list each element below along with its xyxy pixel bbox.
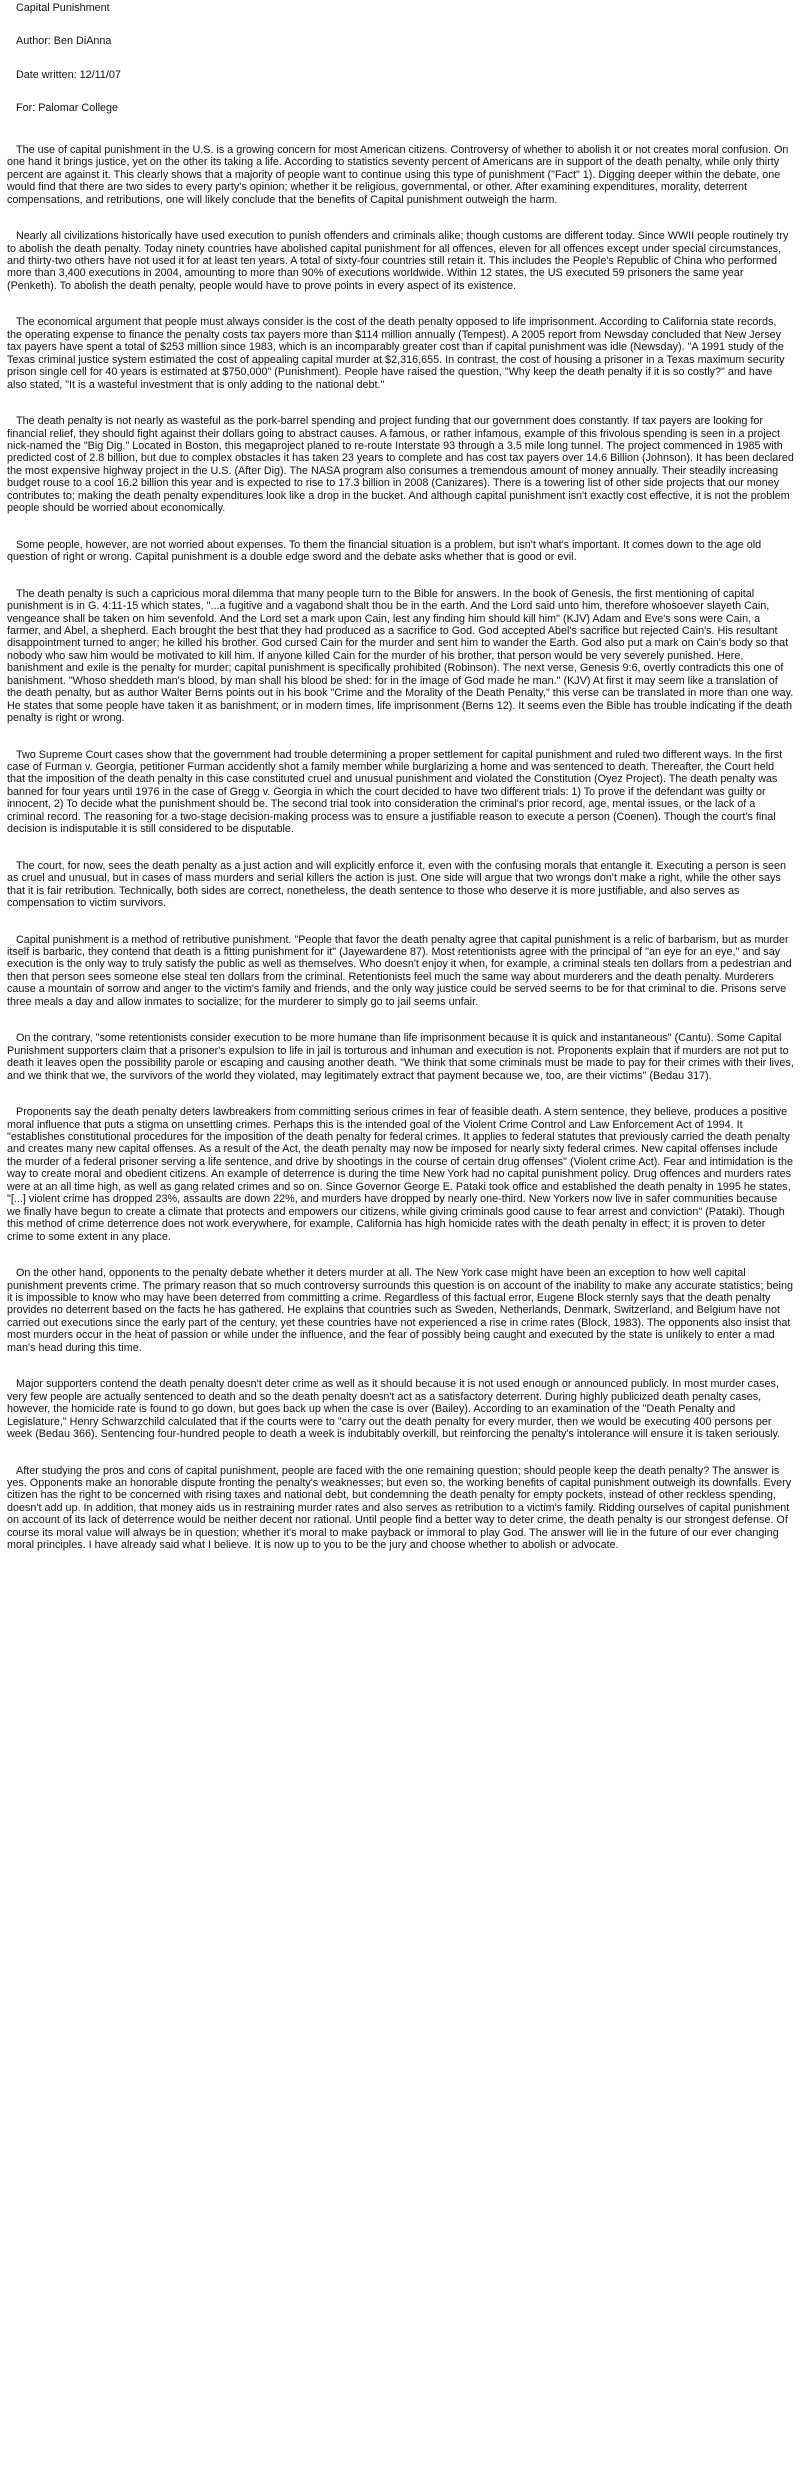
paragraph-deterrence: Proponents say the death penalty deters lawbreakers from committing serious crimes in fear of feasible death. A stern sentence, they believe, produces a positive moral influence that puts a stigma on unsettling crimes. Perhaps this is the intended goal of the Violent Crime Control and Law Enforcement Act of 1994. It "establishes constitutional procedures for the imposition of the death penalty for federal crimes. It applies to federal statutes that previously carried the death penalty and creates many new capital offenses. As a result of the Act, the death penalty may now be imposed for nearly sixty federal crimes. New capital offenses include the murder of a federal prisoner serving a life sentence, and drive by shootings in the course of certain drug offenses" (Violent crime Act). Fear and intimidation is the way to create moral and obedient citizens. An example of deterrence is during the time New York had no capital punishment policy. Drug offences and murders rates were at an all time high, as well as gang related crimes and so on. Since Governor George E. Pataki took office and established the death penalty in 1995 he states, "[...] violent crime has dropped 23%, assaults are down 22%, and murders have dropped by nearly one-third. New Yorkers now live in safer communities because we finally have begun to create a climate that protects and empowers our citizens, while giving criminals good cause to fear arrest and conviction" (Pataki). Though this method of crime deterrence does not work everywhere, for example, California has high homicide rates with the death penalty in effect; it is proven to deter crime to some extent in any place.: [7, 1106, 794, 1243]
paragraph-opponents: On the other hand, opponents to the penalty debate whether it deters murder at all. The New York case might have been an exception to how well capital punishment prevents crime. The primary reason that so much controversy surrounds this question is on account of the inability to make any accurate statistics; being it is impossible to know who may have been deterred from committing a crime. Regardless of this factual error, Eugene Block sternly says that the death penalty provides no deterrent based on the facts he has gathered. He explains that countries such as Sweden, Netherlands, Denmark, Switzerland, and Belgium have not carried out executions since the early part of the century, yet these countries have not experienced a rise in crime rates (Block, 1983). The opponents also insist that most murders occur in the heat of passion or while under the influence, and the fear of possibly being caught and executed by the state is unlikely to enter a mad man's head during this time.: [7, 1267, 793, 1354]
paragraph-spending: The death penalty is not nearly as wasteful as the pork-barrel spending and project funding that our government does constantly. If tax payers are looking for financial relief, they should fight against their dollars going to abstract causes. A famous, or rather infamous, example of this frivolous spending is seen in a project nick-named the "Big Dig." Located in Boston, this megaproject planed to re-route Interstate 93 through a 3.5 mile long tunnel. The project commenced in 1985 with predicted cost of 2.8 billion, but due to complex obstacles it has taken 23 years to complete and has cost tax payers over 14.6 Billion (Johnson). It has been declared the most expensive highway project in the U.S. (After Dig). The NASA program also consumes a tremendous amount of money annually. Their steadily increasing budget rouse to a cool 16.2 billion this year and is expected to rise to 17.3 billion in 2008 (Canizares). There is a towering list of other side projects that our money contributes to; making the death penalty expenditures look like a drop in the bucket. And although capital punishment isn't exactly cost effective, it is not the problem people should be worried about economically.: [7, 415, 794, 515]
for-line: For: Palomar College: [16, 102, 119, 115]
paragraph-court-view: The court, for now, sees the death penalty as a just action and will explicitly enforce it, even with the confusing morals that entangle it. Executing a person is seen as cruel and unusual, but in cases of mass murders and serial killers the action is just. One side will argue that two wrongs don't make a right, while the other says that it is fair retribution. Technically, both sides are correct, nonetheless, the death sentence to those who deserve it is more justifiable, and also serves as compensation to victim survivors.: [7, 859, 787, 910]
paragraph-history: Nearly all civilizations historically have used execution to punish offenders and criminals alike; though customs are different today. Since WWII people routinely try to abolish the death penalty. Today ninety countries have abolished capital punishment for all offences, eleven for all offences except under special circumstances, and thirty-two others have not used it for at least ten years. A total of sixty-four countries still retain it. This includes the People's Republic of China who performed more than 3,400 executions in 2004, amounting to more than 90% of executions worldwide. Within 12 states, the US executed 59 prisoners the same year (Penketh). To abolish the death penalty, people would have to prove points in every aspect of its existence.: [7, 230, 789, 292]
paragraph-right-or-wrong: Some people, however, are not worried about expenses. To them the financial situation is a problem, but isn't what's important. It comes down to the age old question of right or wrong. Capital punishment is a double edge sword and the debate asks whether that is good or evil.: [7, 538, 762, 564]
paragraph-humane: On the contrary, "some retentionists consider execution to be more humane than life imprisonment because it is quick and instantaneous" (Cantu). Some Capital Punishment supporters claim that a prisoner's expulsion to life in jail is torturous and inhuman and execution is not. Proponents explain that if murders are not put to death it leaves open the possibility parole or escaping and causing another death. "We think that some criminals must be made to pay for their crimes with their lives, and we think that we, the survivors of the world they violated, may legitimately extract that payment because we, too, are their victims" (Bedau 317).: [7, 1032, 794, 1082]
date-line: Date written: 12/11/07: [16, 68, 121, 81]
paragraph-bible: The death penalty is such a capricious moral dilemma that many people turn to the Bible for answers. In the book of Genesis, the first mentioning of capital punishment is in G. 4:11-15 which states, "...a fugitive and a vagabond shalt thou be in the earth. And the Lord said unto him, therefore whosoever slayeth Cain, vengeance shall be taken on him sevenfold. And the Lord set a mark upon Cain, lest any finding him should kill him" (KJV) Adam and Eve's sons were Cain, a farmer, and Abel, a shepherd. Each brought the best that they had produced as a sacrifice to God. God accepted Abel's sacrifice but rejected Cain's. His resultant disappointment turned to anger; he killed his brother. God cursed Cain for the murder and sent him to wander the Earth. God also put a mark on Cain's body so that nobody who saw him would be motivated to kill him. If anyone killed Cain for the murder of his brother, that person would be very severely punished. Here, banishment and exile is the penalty for murder; capital punishment is specifically prohibited (Robinson). The next verse, Genesis 9:6, overtly contradicts this one of banishment. "Whoso sheddeth man's blood, by man shall his blood be shed: for in the image of God made he man." (KJV) At first it may seem like a translation of the death penalty, but as author Walter Berns points out in his book "Crime and the Morality of the Death Penalty," this verse can be translated in more than one way. He states that some people have taken it as banishment; or in modern times, life imprisonment (Berns 12). It seems even the Bible has trouble indicating if the death penalty is right or wrong.: [7, 587, 794, 725]
author-line: Author: Ben DiAnna: [16, 35, 112, 48]
paragraph-intro: The use of capital punishment in the U.S. is a growing concern for most American citizens. Controversy of whether to abolish it or not creates moral confusion. On one hand it brings justice, yet on the other its taking a life. According to statistics seventy percent of Americans are in support of the death penalty, while only thirty percent are against it. This clearly shows that a majority of people want to continue using this type of punishment ("Fact" 1). Digging deeper within the debate, one would find that there are two sides to every party's opinion; whether it be religious, governmental, or other. After examining expenditures, morality, deterrent compensations, and retributions, one will likely conclude that the benefits of Capital punishment outweigh the harm.: [7, 143, 789, 206]
essay-title: Capital Punishment: [16, 2, 110, 14]
paragraph-economics: The economical argument that people must always consider is the cost of the death penalty opposed to life imprisonment. According to California state records, the operating expense to finance the penalty costs tax payers more than $114 million annually (Tempest). A 2005 report from Newsday concluded that New Jersey tax payers have spent a total of $253 million since 1983, which is an incomparably greater cost than if capital punishment was idle (Newsday). "A 1991 study of the Texas criminal justice system estimated the cost of appealing capital murder at $2,316,655. In contrast, the cost of housing a prisoner in a Texas maximum security prison single cell for 40 years is estimated at $750,000" (Punishment). People have raised the question, "Why keep the death penalty if it is so costly?" and have also stated, "It is a wasteful investment that is only adding to the national debt.": [7, 316, 785, 391]
paragraph-supreme-court: Two Supreme Court cases show that the government had trouble determining a proper settlement for capital punishment and ruled two different ways. In the first case of Furman v. Georgia, petitioner Furman accidently shot a family member while burglarizing a home and was sentenced to death. Thereafter, the Court held that the imposition of the death penalty in this case constituted cruel and unusual punishment and violated the Constitution (Oyez Project). The death penalty was banned for four years until 1976 in the case of Gregg v. Georgia in which the court decided to have two different trials: 1) To prove if the defendant was guilty or innocent, 2) To decide what the punishment should be. The second trial took into consideration the criminal's prior record, age, mental issues, or the lack of a criminal record. The reasoning for a two-stage decision-making process was to ensure a justifiable reason to execute a person (Coenen). Though the court's final decision is indisputable it is still considered to be disputable.: [7, 748, 783, 836]
paragraph-conclusion: After studying the pros and cons of capital punishment, people are faced with the one remaining question; should people keep the death penalty? The answer is yes. Opponents make an honorable dispute fronting the penalty's weaknesses; but even so, the working benefits of capital punishment outweigh its downfalls. Every citizen has the right to be concerned with rising taxes and national debt, but condemning the death penalty for empty pockets, instead of other reckless spending, doesn't add up. In addition, that money aids us in restraining murder rates and also serves as retribution to a victim's family. Ridding ourselves of capital punishment on account of its lack of deterrence would be neither decent nor rational. Until people find a better way to deter crime, the death penalty is our strongest defense. Of course its moral value will always be in question; whether it's moral to make payback or immoral to play God. The answer will lie in the future of our ever changing moral principles. I have already said what I believe. It is now up to you to be the jury and choose whether to abolish or advocate.: [7, 1464, 792, 1552]
paragraph-retribution: Capital punishment is a method of retributive punishment. "People that favor the death penalty agree that capital punishment is a relic of barbarism, but as murder itself is barbaric, they contend that death is a fitting punishment for it" (Jayewardene 87). Most retentionists agree with the principal of "an eye for an eye," and say execution is the only way to truly satisfy the public as well as themselves. Who doesn't enjoy it when, for example, a criminal steals ten dollars from a pedestrian and then that person sees someone else steal ten dollars from the criminal. Retentionists feel much the same way about murderers and the death penalty. Murderers cause a mountain of sorrow and anger to the victim's family and friends, and the only way justice could be served seems to be for that criminal to die. Prisons serve three meals a day and allow inmates to socialize; for the murderer to simply go to jail seems unfair.: [7, 933, 792, 1008]
paragraph-supporters: Major supporters contend the death penalty doesn't deter crime as well as it should because it is not used enough or announced publicly. In most murder cases, very few people are actually sentenced to death and so the death penalty doesn't act as a satisfactory deterrent. During highly publicized death penalty cases, however, the homicide rate is found to go down, but goes back up when the case is over (Bailey). According to an examination of the "Death Penalty and Legislature," Henry Schwarzchild calculated that if the courts were to "carry out the death penalty for every murder, then we would be executing 400 persons per week (Bedau 366). Sentencing four-hundred people to death a week is indubitably overkill, but reinforcing the penalty's intolerance will ensure it is taken seriously.: [7, 1378, 781, 1441]
